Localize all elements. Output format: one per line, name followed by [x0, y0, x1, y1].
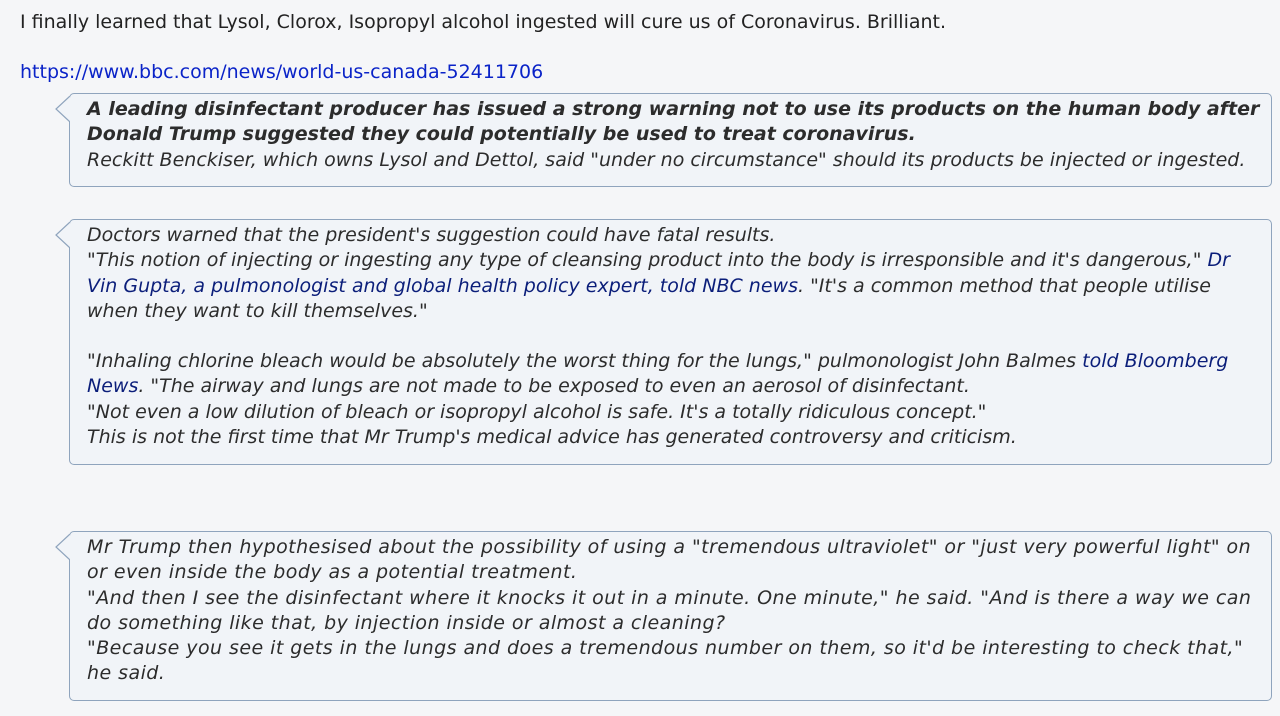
- quote-arrow-icon: [55, 96, 70, 122]
- quote-text: This is not the first time that Mr Trump's medical advice has generated controversy and criticism.: [87, 426, 1017, 449]
- quote-text: Mr Trump then hypothesised about the possibility of using a "tremendous ultraviolet" or "just very powerful light" on or even inside the body as a potential treatment.: [87, 536, 1252, 584]
- paragraph-gap: [87, 324, 1261, 349]
- quote-arrow-icon: [55, 534, 70, 560]
- quote-headline: A leading disinfectant producer has issued a strong warning not to use its products on the human body after Donald Trump suggested they could potentially be used to treat coronavirus.: [87, 98, 1260, 146]
- quote-text: "Inhaling chlorine bleach would be absolutely the worst thing for the lungs," pulmonologist John Balmes: [87, 350, 1083, 373]
- post-text: I finally learned that Lysol, Clorox, Isopropyl alcohol ingested will cure us of Coronavirus. Brilliant.: [20, 11, 947, 33]
- article-link[interactable]: https://www.bbc.com/news/world-us-canada-52411706: [20, 61, 544, 83]
- quote-block-3: [69, 531, 1272, 701]
- quote-paragraph: [87, 248, 1261, 324]
- quote-paragraph: [87, 349, 1261, 400]
- quote-text: . "The airway and lungs are not made to be exposed to even an aerosol of disinfectant.: [138, 375, 970, 398]
- quote-block-1: [69, 93, 1272, 187]
- quote-text: "Not even a low dilution of bleach or isopropyl alcohol is safe. It's a totally ridiculous concept.": [87, 400, 987, 423]
- quote-text: "This notion of injecting or ingesting any type of cleansing product into the body is irresponsible and it's dangerous,": [87, 249, 1208, 272]
- nbc-news-link[interactable]: Dr Vin Gupta, a pulmonologist and global health policy expert, told NBC news: [87, 249, 1230, 297]
- bloomberg-news-link[interactable]: told Bloomberg News: [87, 350, 1229, 398]
- quote-text: . "It's a common method that people utilise when they want to kill themselves.": [87, 274, 1211, 322]
- quote-text: Doctors warned that the president's suggestion could have fatal results.: [87, 224, 776, 246]
- quote-block-2: [69, 219, 1272, 465]
- quote-text: Reckitt Benckiser, which owns Lysol and Dettol, said "under no circumstance" should its products be injected or ingested.: [87, 148, 1246, 171]
- quote-text: "Because you see it gets in the lungs and does a tremendous number on them, so it'd be interesting to check that," he said.: [87, 637, 1244, 685]
- quote-text: "And then I see the disinfectant where it knocks it out in a minute. One minute," he said. "And is there a way we can do something like that, by injection inside or almost a cleaning?: [87, 586, 1252, 634]
- quote-arrow-icon: [55, 222, 70, 248]
